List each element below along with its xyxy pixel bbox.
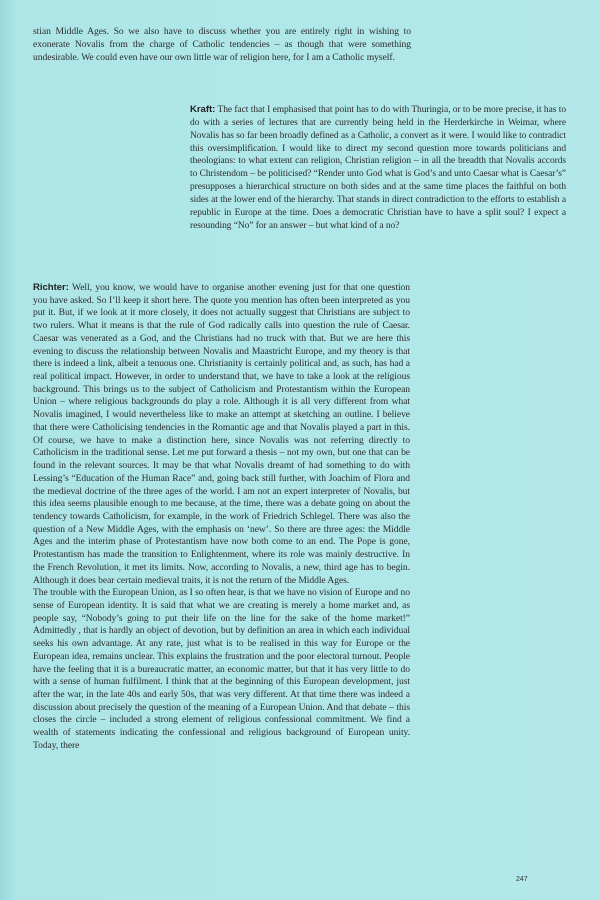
kraft-paragraph-block bbox=[190, 104, 566, 232]
intro-text: stian Middle Ages. So we also have to discuss whether you are entirely right in wishing to exonerate Novalis from the charge of Catholic tendencies – as though that were something undesirable. We could even have our own little war of religion here, for I am a Catholic myself. bbox=[33, 26, 411, 63]
kraft-text: The fact that I emphasised that point has to do with Thuringia, or to be more precise, it has to do with a series of lectures that are currently being held in the Herderkirche in Weimar, where Novalis has so far been broadly defined as a Catholic, a convert as it were. I would like to contradict this oversimplification. I would like to direct my second question more towards politicians and theologians: to what extent can religion, Christian religion – in all the breadth that Novalis accords to Christendom – be politicised? “Render unto God what is God’s and unto Caesar what is Caesar’s” presupposes a hierarchical structure on both sides and at the same time places the faithful on both sides at the lower end of the hierarchy. That stands in direct contradiction to the efforts to establish a republic in Europe at the time. Does a democratic Christian have to have a split soul? I expect a resounding “No” for an answer – but what kind of a no? bbox=[190, 105, 566, 231]
richter-paragraph bbox=[33, 282, 410, 587]
richter-text: Well, you know, we would have to organise another evening just for that one question you have asked. So I’ll keep it short here. The quote you mention has often been interpreted as you put it. But, if we look at it more closely, it does not actually suggest that Christians are subject to two rulers. What it means is that the rule of God radically calls into question the rule of Caesar. Caesar was venerated as a God, and the Christians had no truck with that. But we are here this evening to discuss the relationship between Novalis and Maastricht Europe, and my theory is that there is indeed a link, albeit a tenuous one. Christianity is certainly political and, as such, has had a real political impact. However, in order to understand that, we have to take a look at the religious background. This brings us to the subject of Catholicism and Protestantism within the European Union – where religious backgrounds do play a role. Although it is all very different from what Novalis imagined, I would nevertheless like to make an attempt at sketching an outline. I believe that there were Catholicising tendencies in the Romantic age and that Novalis played a part in this. Of course, we have to make a distinction here, since Novalis was not referring directly to Catholicism in the traditional sense. Let me put forward a thesis – not my own, but one that can be found in the relevant sources. It may be that what Novalis dreamt of had something to do with Lessing’s “Education of the Human Race” and, going back still further, with Joachim of Flora and the medieval doctrine of the three ages of the world. I am not an expert interpreter of Novalis, but this idea seems plausible enough to me because, at the time, there was a debate going on about the tendency towards Catholicism, for example, in the work of Friedrich Schlegel. There was also the question of a New Middle Ages, with the emphasis on ‘new’. So there are three ages: the Middle Ages and the interim phase of Protestantism have now both come to an end. The Pope is gone, Protestantism has made the transition to Enlightenment, where its role was mainly destructive. In the French Revolution, it met its limits. Now, according to Novalis, a new, third age has to begin. Although it does bear certain medieval traits, it is not the return of the Middle Ages. bbox=[33, 282, 410, 586]
richter-paragraph-2 bbox=[33, 587, 410, 752]
kraft-paragraph bbox=[190, 104, 566, 232]
speaker-richter: Richter: bbox=[33, 282, 69, 293]
richter-paragraph-block bbox=[33, 282, 410, 753]
richter-text-2: The trouble with the European Union, as I so often hear, is that we have no vision of Europe and no sense of European identity. It is said that what we are creating is merely a home market and, as people say, “Nobody’s going to put their life on the line for the sake of the home market!” Admittedly , that is hardly an object of devotion, but by definition an area in which each individual seeks his own advantage. At any rate, just what is to be realised in this way for Europe or the European idea, remains unclear. This explains the frustration and the poor electoral turnout. People have the feeling that it is a bureaucratic matter, an economic matter, but that it has very little to do with a sense of human fulfilment. I think that at the beginning of this European development, just after the war, in the late 40s and early 50s, that was very different. At that time there was indeed a discussion about precisely the question of the meaning of a European Union. And that debate – this closes the circle – included a strong element of religious confessional commitment. We find a wealth of statements indicating the confessional and religious background of European unity. Today, there bbox=[33, 587, 410, 751]
intro-paragraph bbox=[33, 26, 411, 65]
intro-paragraph-block bbox=[33, 26, 411, 65]
speaker-kraft: Kraft: bbox=[190, 104, 216, 115]
page-number: 247 bbox=[516, 876, 528, 883]
